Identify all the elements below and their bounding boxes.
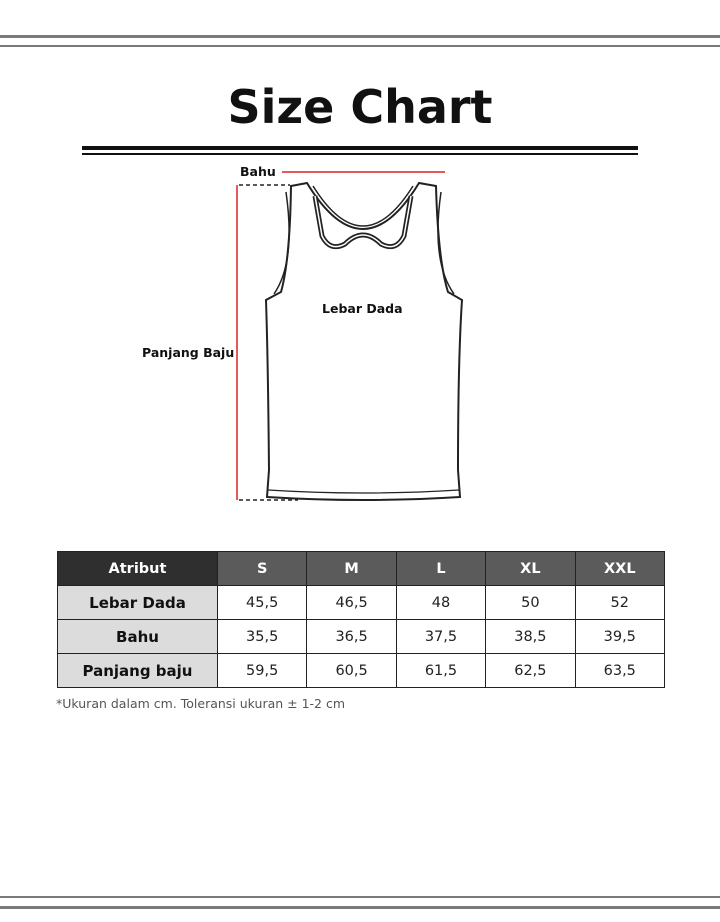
table-header-row: [58, 552, 665, 586]
table-cell: 39,5: [575, 620, 664, 654]
page-title: Size Chart: [227, 80, 493, 134]
table-cell: 45,5: [218, 586, 307, 620]
size-table: [57, 551, 665, 688]
tank-top-outline: [266, 183, 462, 500]
bottom-border-line: [0, 906, 720, 909]
header-size-m: M: [307, 552, 396, 586]
table-cell: 63,5: [575, 654, 664, 688]
row-label: Bahu: [58, 620, 218, 654]
table-cell: 48: [396, 586, 485, 620]
chest-label: Lebar Dada: [322, 301, 403, 316]
table-cell: 60,5: [307, 654, 396, 688]
table-cell: 50: [486, 586, 575, 620]
row-label: Panjang baju: [58, 654, 218, 688]
header-size-l: L: [396, 552, 485, 586]
table-row: [58, 654, 665, 688]
table-row: [58, 586, 665, 620]
bottom-border-line-inner: [0, 896, 720, 898]
header-attribute: Atribut: [58, 552, 218, 586]
header-size-xxl: XXL: [575, 552, 664, 586]
shoulder-label: Bahu: [240, 164, 276, 179]
tolerance-note: *Ukuran dalam cm. Toleransi ukuran ± 1-2 cm: [56, 696, 346, 711]
table-row: [58, 620, 665, 654]
table-cell: 38,5: [486, 620, 575, 654]
table-cell: 61,5: [396, 654, 485, 688]
table-cell: 62,5: [486, 654, 575, 688]
table-cell: 35,5: [218, 620, 307, 654]
table-cell: 37,5: [396, 620, 485, 654]
table-cell: 36,5: [307, 620, 396, 654]
length-label: Panjang Baju: [142, 345, 235, 360]
header-size-s: S: [218, 552, 307, 586]
header-size-xl: XL: [486, 552, 575, 586]
row-label: Lebar Dada: [58, 586, 218, 620]
table-cell: 46,5: [307, 586, 396, 620]
table-cell: 52: [575, 586, 664, 620]
table-cell: 59,5: [218, 654, 307, 688]
